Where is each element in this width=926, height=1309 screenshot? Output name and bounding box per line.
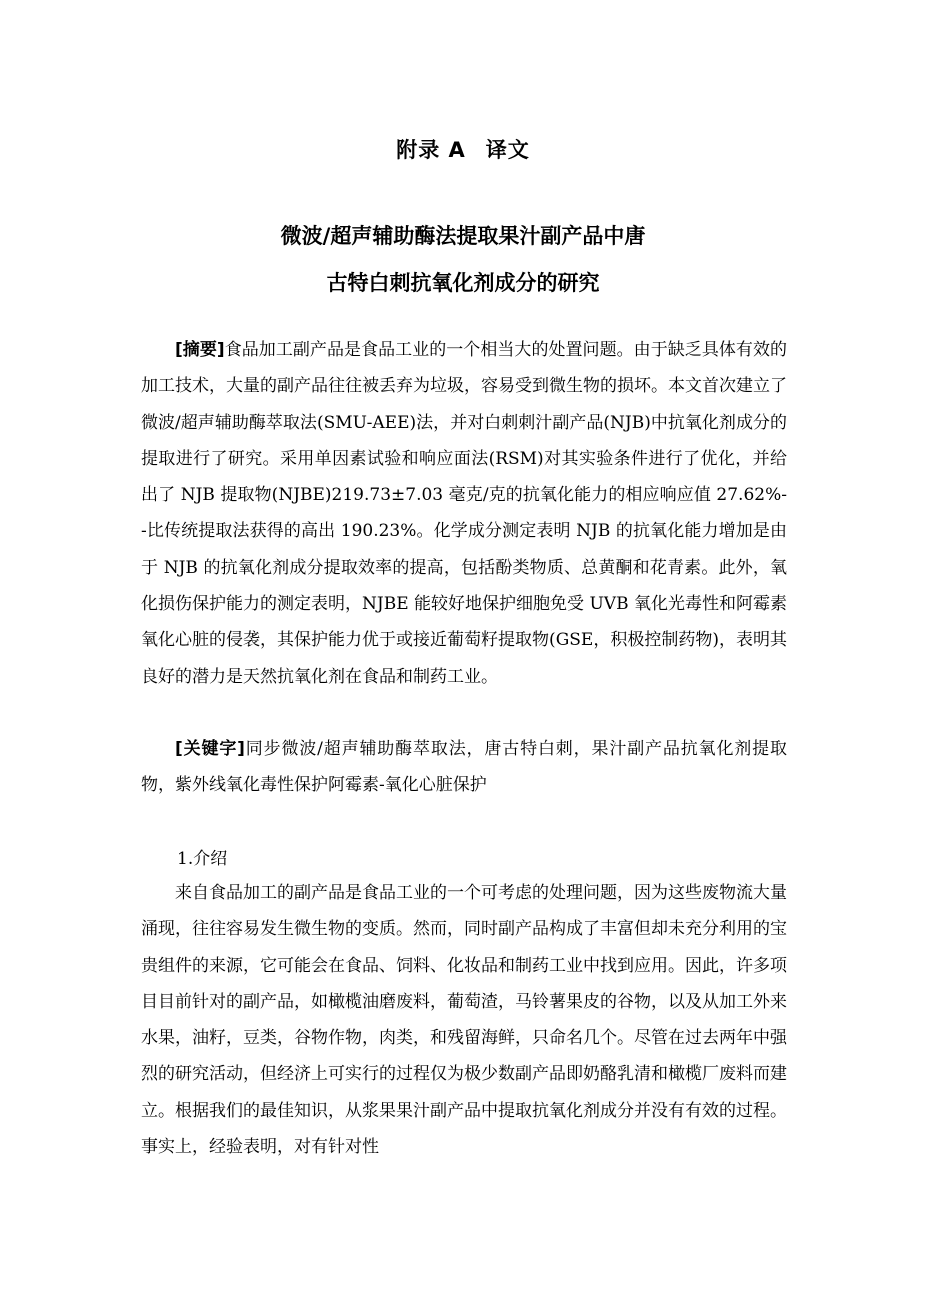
- appendix-heading: [0, 134, 926, 166]
- abstract-text: 食品加工副产品是食品工业的一个相当大的处置问题。由于缺乏具体有效的加工技术，大量的副产品往往被丢弃为垃圾，容易受到微生物的损坏。本文首次建立了微波/超声辅助酶萃取法(SMU-AEE)法，并对白刺刺汁副产品(NJB)中抗氧化剂成分的提取进行了研究。采用单因素试验和响应面法(RSM)对其实验条件进行了优化，并给出了 NJB 提取物(NJBE)219.73±7.03 毫克/克的抗氧化能力的相应响应值 27.62%--比传统提取法获得的高出 190.23%。化学成分测定表明 NJB 的抗氧化能力增加是由于 NJB 的抗氧化剂成分提取效率的提高，包括酚类物质、总黄酮和花青素。此外，氧化损伤保护能力的测定表明，NJBE 能较好地保护细胞免受 UVB 氧化光毒性和阿霉素氧化心脏的侵袭，其保护能力优于或接近葡萄籽提取物(GSE，积极控制药物)，表明其良好的潜力是天然抗氧化剂在食品和制药工业。: [141, 340, 788, 687]
- introduction-paragraph: 来自食品加工的副产品是食品工业的一个可考虑的处理问题，因为这些废物流大量涌现，往往容易发生微生物的变质。然而，同时副产品构成了丰富但却未充分利用的宝贵组件的来源，它可能会在食品、饲料、化妆品和制药工业中找到应用。因此，许多项目目前针对的副产品，如橄榄油磨废料，葡萄渣，马铃薯果皮的谷物，以及从加工外来水果，油籽，豆类，谷物作物，肉类，和残留海鲜，只命名几个。尽管在过去两年中强烈的研究活动，但经济上可实行的过程仅为极少数副产品即奶酪乳清和橄榄厂废料而建立。根据我们的最佳知识，从浆果果汁副产品中提取抗氧化剂成分并没有有效的过程。事实上，经验表明，对有针对性: [141, 883, 787, 1158]
- keywords-label: [关键字]: [175, 739, 245, 759]
- keywords-paragraph: [141, 731, 787, 804]
- abstract-label: [摘要]: [175, 340, 225, 360]
- appendix-label: 附录 A: [396, 138, 466, 162]
- keywords-text: 同步微波/超声辅助酶萃取法，唐古特白刺，果汁副产品抗氧化剂提取物，紫外线氧化毒性保护阿霉素-氧化心脏保护: [141, 739, 787, 796]
- abstract-paragraph: [141, 332, 787, 695]
- paper-title-line-2: 古特白刺抗氧化剂成分的研究: [326, 271, 600, 295]
- paper-title-line-1: 微波/超声辅助酶法提取果汁副产品中唐: [280, 224, 646, 248]
- appendix-title: 译文: [485, 138, 530, 162]
- section-heading-introduction: 1.介绍: [177, 849, 228, 869]
